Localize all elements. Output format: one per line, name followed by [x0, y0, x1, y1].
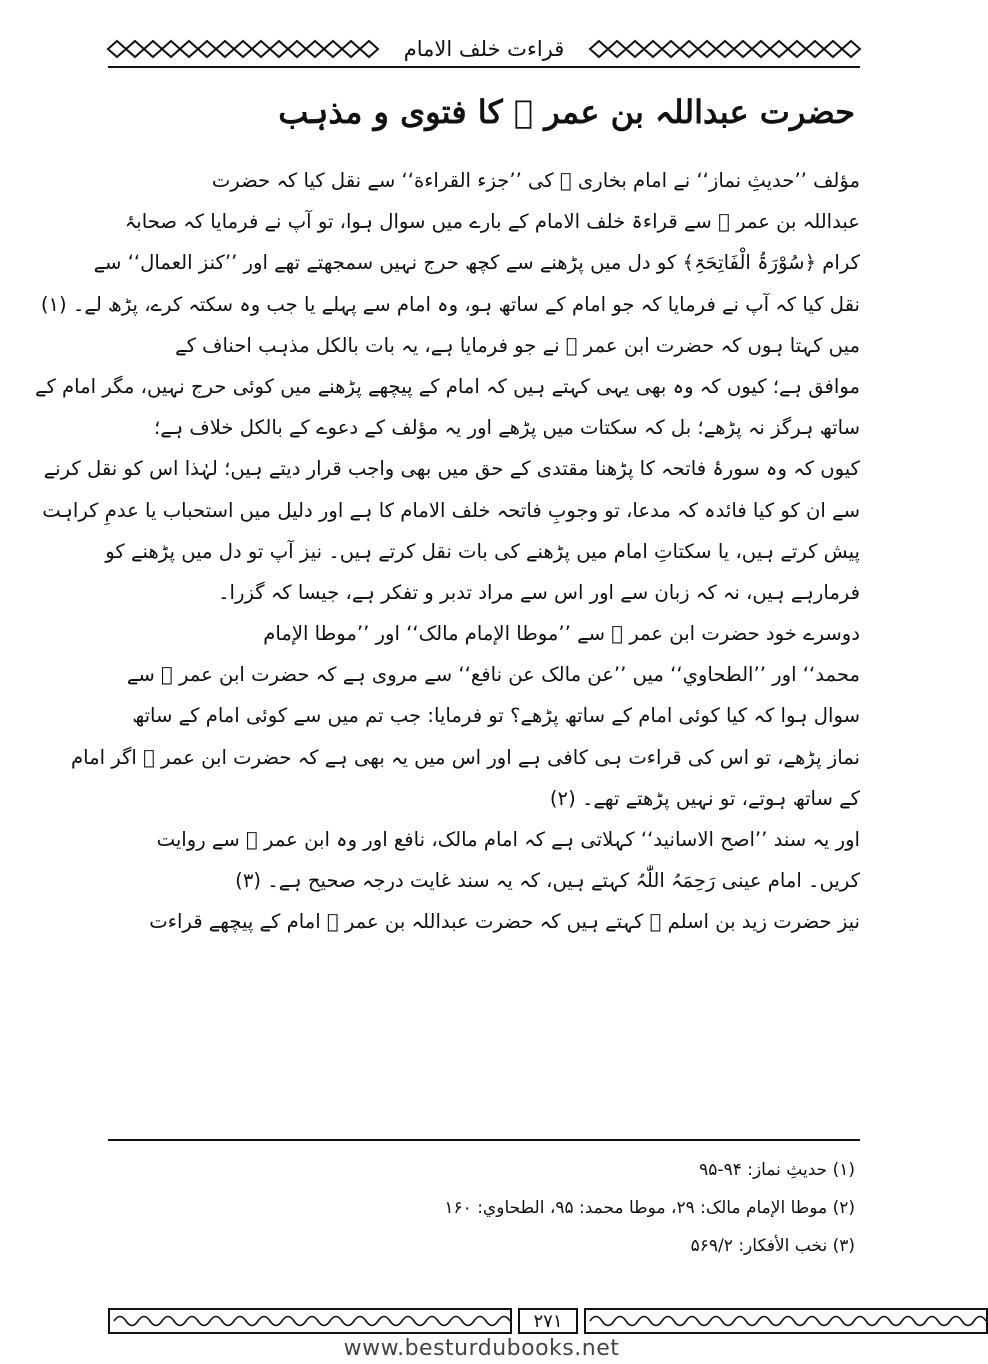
text-line: اور یہ سند ’’اصح الاسانید‘‘ کہلاتی ہے کہ امام مالک، نافع اور وہ ابن عمر ﷠ سے روایت — [156, 828, 860, 851]
ornament-right — [590, 40, 860, 58]
header-rule — [108, 66, 860, 68]
body-text — [35, 160, 860, 943]
footnote-rule — [108, 1139, 860, 1141]
text-line: پیش کرتے ہیں، یا سکتاتِ امام میں پڑھنے کی بات نقل کرتے ہیں۔ نیز آپ تو دل میں پڑھنے کو — [105, 539, 860, 563]
footnotes — [103, 1151, 855, 1265]
text-line: سوال ہوا کہ کیا کوئی امام کے ساتھ پڑھے؟ تو فرمایا: جب تم میں سے کوئی امام کے ساتھ — [132, 704, 860, 728]
footer-border-right — [584, 1308, 988, 1334]
text-line: موافق ہے؛ کیوں کہ وہ بھی یہی کہتے ہیں کہ امام کے پیچھے پڑھنے میں کوئی حرج نہیں، مگر امام کے — [35, 374, 860, 398]
text-line: کرام ﴿سُوْرَۃُ الْفَاتِحَۃِ﴾ کو دل میں پڑھنے سے کچھ حرج نہیں سمجھتے تھے اور ’’کنز العمال‘‘ سے — [93, 251, 860, 275]
website-watermark: www.besturdubooks.net — [343, 1336, 620, 1361]
text-line: کریں۔ امام عینی رَحِمَہُ اللّٰہُ کہتے ہیں، کہ یہ سند غایت درجہ صحیح ہے۔ (۳) — [235, 869, 860, 893]
text-line: مؤلف ’’حدیثِ نماز‘‘ نے امام بخاری ﷬ کی ’’جزء القراءة‘‘ سے نقل کیا کہ حضرت — [211, 169, 860, 192]
section-heading: حضرت عبداللہ بن عمر ﷛ کا فتوی و مذہب — [278, 93, 855, 131]
text-line: کے ساتھ ہوتے، تو نہیں پڑھتے تھے۔ (۲) — [549, 786, 860, 810]
text-line: نقل کیا کہ آپ نے فرمایا کہ جو امام کے ساتھ ہو، وہ امام سے پہلے یا جب وہ سکتہ کرے، پڑھ لے۔ (۱) — [40, 292, 860, 316]
page-footer — [108, 1306, 860, 1336]
footnote-3: (۳) نخب الأفکار: ۵۶۹/۲ — [690, 1236, 855, 1256]
running-title: قراءت خلف الامام — [403, 37, 565, 61]
ornament-left — [108, 40, 378, 58]
text-line: ساتھ ہرگز نہ پڑھے؛ بل کہ سکتات میں پڑھے اور یہ مؤلف کے دعوے کے بالکل خلاف ہے؛ — [153, 416, 860, 440]
text-line: دوسرے خود حضرت ابن عمر ﷛ سے ’’موطا الإمام مالک‘‘ اور ’’موطا الإمام — [263, 622, 860, 646]
text-line: میں کہتا ہوں کہ حضرت ابن عمر ﷛ نے جو فرمایا ہے، یہ بات بالکل مذہب احناف کے — [175, 333, 860, 357]
page-header — [108, 34, 860, 64]
footer-pattern-right — [586, 1310, 986, 1332]
page-number: ۲۷۱ — [518, 1308, 578, 1334]
text-line: نیز حضرت زید بن اسلم ﷬ کہتے ہیں کہ حضرت عبداللہ بن عمر ﷛ امام کے پیچھے قراءت — [149, 910, 860, 934]
text-line: فرمارہے ہیں، نہ کہ زبان سے اور اس سے مراد تدبر و تفکر ہے، جیسا کہ گزرا۔ — [218, 580, 860, 604]
footer-border-left — [108, 1308, 512, 1334]
footer-pattern-left — [110, 1310, 510, 1332]
text-line: عبداللہ بن عمر ﷛ سے قراءۃ خلف الامام کے بارے میں سوال ہوا، تو آپ نے فرمایا کہ صحابۂ — [124, 210, 860, 234]
text-line: سے ان کو کیا فائدہ کہ مدعا، تو وجوبِ فاتحہ خلف الامام کا ہے اور دلیل میں استحباب یا عدمِ کراہت — [42, 498, 860, 522]
text-line: نماز پڑھے، تو اس کی قراءت ہی کافی ہے اور اس میں یہ بھی ہے کہ حضرت ابن عمر ﷛ اگر امام — [70, 745, 860, 769]
text-line: کیوں کہ وہ سورۂ فاتحہ کا پڑھنا مقتدی کے حق میں بھی واجب قرار دیتے ہیں؛ لہٰذا اس کو نقل کرنے — [43, 457, 860, 481]
footnote-2: (۲) موطا الإمام مالک: ۲۹، موطا محمد: ۹۵، الطحاوي: ۱۶۰ — [444, 1198, 855, 1218]
text-line: محمد‘‘ اور ’’الطحاوي‘‘ میں ’’عن مالک عن نافع‘‘ سے مروی ہے کہ حضرت ابن عمر ﷛ سے — [126, 663, 860, 687]
footnote-1: (۱) حدیثِ نماز: ۹۴-۹۵ — [699, 1160, 855, 1180]
